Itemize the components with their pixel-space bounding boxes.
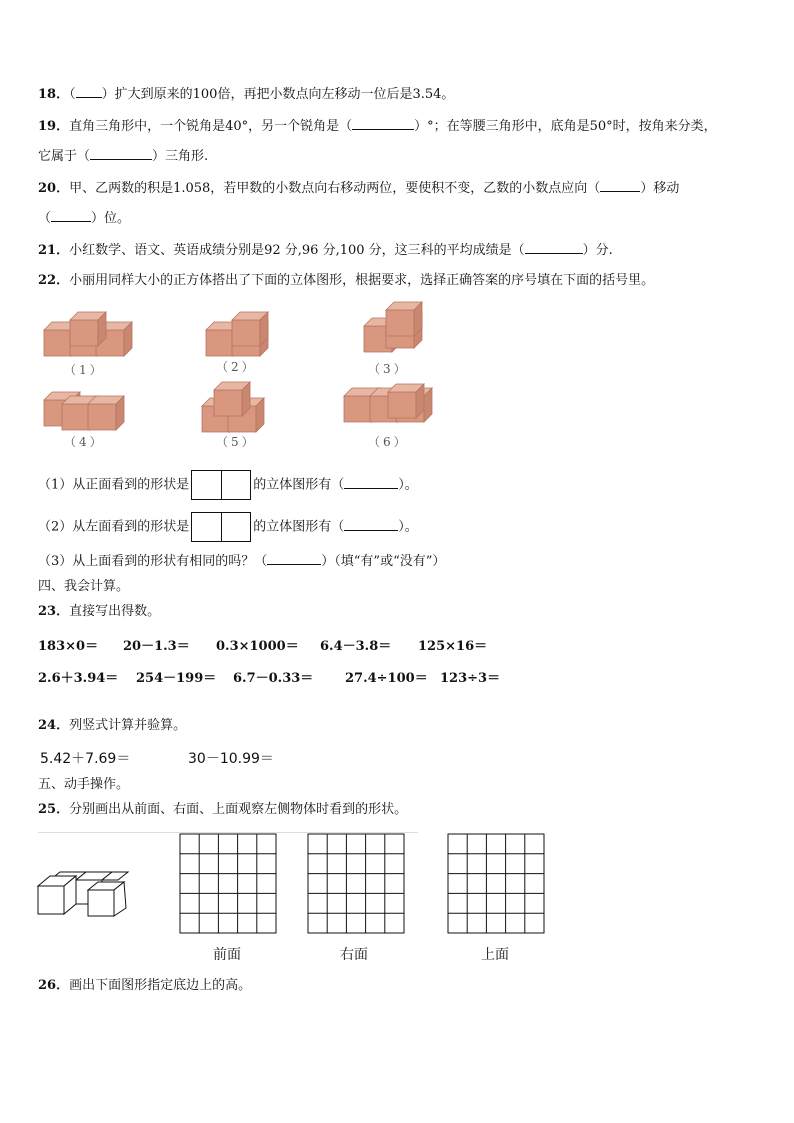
q26-text: 画出下面图形指定底边上的高。 bbox=[69, 978, 252, 993]
q19-line2-b: ）三角形. bbox=[152, 149, 209, 164]
q22-sub2-blank[interactable] bbox=[344, 517, 398, 531]
q20-line2-b: ）位。 bbox=[91, 211, 131, 226]
q20-text-a: 甲、乙两数的积是1.058，若甲数的小数点向右移动两位，要使积不变，乙数的小数点应向（ bbox=[69, 181, 601, 196]
q19-answer-blank-1[interactable] bbox=[352, 116, 414, 130]
calc-item: 6.4－3.8＝ bbox=[320, 639, 392, 654]
solid-figure-5 bbox=[198, 378, 268, 434]
question-22 bbox=[38, 272, 654, 290]
figure-label-5: （5） bbox=[216, 435, 257, 449]
question-26 bbox=[38, 977, 251, 995]
grid-label-front: 前面 bbox=[213, 947, 241, 963]
q18-answer-blank[interactable] bbox=[76, 84, 102, 98]
section-5-heading: 五、动手操作。 bbox=[38, 777, 130, 792]
figure-label-6: （6） bbox=[368, 435, 409, 449]
vertical-calc-2: 30－10.99＝ bbox=[188, 751, 274, 767]
section-4-heading: 四、我会计算。 bbox=[38, 579, 130, 594]
figure-label-1: （1） bbox=[64, 363, 105, 377]
calc-item: 123÷3＝ bbox=[440, 671, 501, 686]
q20-text-b: ）移动 bbox=[640, 181, 680, 196]
q22-sub1-b: 的立体图形有（ bbox=[253, 477, 345, 493]
q23-text: 直接写出得数。 bbox=[69, 604, 161, 619]
solid-figure-3 bbox=[360, 300, 430, 358]
figure-label-3: （3） bbox=[368, 362, 409, 376]
q18-number: 18． bbox=[38, 87, 70, 102]
grid-front[interactable] bbox=[179, 833, 279, 935]
calc-item: 125×16＝ bbox=[418, 639, 488, 654]
question-24 bbox=[38, 717, 186, 735]
grid-label-right: 右面 bbox=[340, 947, 368, 963]
q22-sub3 bbox=[38, 551, 445, 571]
q21-answer-blank[interactable] bbox=[525, 240, 583, 254]
q22-sub1-a: （1）从正面看到的形状是 bbox=[38, 477, 190, 493]
q20-answer-blank-2[interactable] bbox=[51, 208, 91, 222]
q19-number: 19． bbox=[38, 119, 70, 134]
q22-sub3-b: ）（填“有”或“没有”） bbox=[321, 554, 446, 569]
grid-label-top: 上面 bbox=[481, 947, 509, 963]
question-19-line2 bbox=[38, 146, 208, 166]
q22-sub1-c: ）。 bbox=[398, 477, 418, 493]
q21-number: 21． bbox=[38, 243, 70, 258]
question-25 bbox=[38, 801, 407, 819]
question-18: 18．（ ）扩大到原来的100倍，再把小数点向左移动一位后是3.54。 bbox=[38, 84, 454, 104]
q25-text: 分别画出从前面、右面、上面观察左侧物体时看到的形状。 bbox=[69, 802, 408, 817]
q22-sub2-b: 的立体图形有（ bbox=[253, 519, 345, 535]
calc-item: 2.6＋3.94＝ bbox=[38, 671, 119, 686]
q22-text: 小丽用同样大小的正方体搭出了下面的立体图形，根据要求，选择正确答案的序号填在下面的括号里。 bbox=[69, 273, 655, 288]
q20-answer-blank-1[interactable] bbox=[600, 178, 640, 192]
question-19 bbox=[38, 116, 717, 136]
q20-line2-a: （ bbox=[38, 211, 52, 226]
calc-item: 27.4÷100＝ bbox=[345, 671, 428, 686]
q20-number: 20． bbox=[38, 181, 70, 196]
two-square-shape bbox=[191, 470, 251, 500]
q22-sub3-a: （3）从上面看到的形状有相同的吗？（ bbox=[38, 554, 268, 569]
question-20 bbox=[38, 178, 679, 198]
vertical-calc-1: 5.42＋7.69＝ bbox=[40, 751, 131, 767]
q19-line2-a: 它属于（ bbox=[38, 149, 91, 164]
q19-text-a: 直角三角形中，一个锐角是40°，另一个锐角是（ bbox=[69, 119, 353, 134]
q22-sub3-blank[interactable] bbox=[267, 551, 321, 565]
calc-item: 0.3×1000＝ bbox=[216, 639, 299, 654]
question-23 bbox=[38, 603, 160, 621]
q22-sub2 bbox=[38, 512, 418, 543]
calc-item: 254－199＝ bbox=[136, 671, 217, 686]
q24-text: 列竖式计算并验算。 bbox=[69, 718, 187, 733]
q21-text-b: ）分. bbox=[582, 243, 613, 258]
q23-number: 23． bbox=[38, 604, 70, 619]
solid-figure-2 bbox=[200, 308, 280, 358]
figure-label-2: （2） bbox=[216, 360, 257, 374]
figure-label-4: （4） bbox=[64, 435, 105, 449]
q24-number: 24． bbox=[38, 718, 70, 733]
q19-answer-blank-2[interactable] bbox=[90, 146, 152, 160]
calc-item: 20－1.3＝ bbox=[123, 639, 190, 654]
solid-figure-6 bbox=[340, 380, 440, 428]
q22-sub2-a: （2）从左面看到的形状是 bbox=[38, 519, 190, 535]
solid-figure-1 bbox=[40, 308, 135, 358]
q26-number: 26． bbox=[38, 978, 70, 993]
question-21 bbox=[38, 240, 613, 260]
q22-sub2-c: ）。 bbox=[398, 519, 418, 535]
q22-sub1 bbox=[38, 470, 418, 501]
q21-text-a: 小红数学、语文、英语成绩分别是92 分,96 分,100 分，这三科的平均成绩是（ bbox=[69, 243, 525, 258]
calc-item: 183×0＝ bbox=[38, 639, 99, 654]
two-square-shape bbox=[191, 512, 251, 542]
calc-item: 6.7－0.33＝ bbox=[233, 671, 314, 686]
q19-text-b: ）°；在等腰三角形中，底角是50°时，按角来分类， bbox=[414, 119, 717, 134]
grid-right[interactable] bbox=[307, 833, 407, 935]
q22-number: 22． bbox=[38, 273, 70, 288]
q18-text: 扩大到原来的100倍，再把小数点向左移动一位后是3.54。 bbox=[114, 87, 455, 102]
question-20-line2 bbox=[38, 208, 130, 228]
solid-figure-4 bbox=[40, 384, 130, 432]
cube-object-drawing bbox=[36, 868, 132, 920]
q22-sub1-blank[interactable] bbox=[344, 475, 398, 489]
grid-top[interactable] bbox=[447, 833, 547, 935]
q25-number: 25． bbox=[38, 802, 70, 817]
